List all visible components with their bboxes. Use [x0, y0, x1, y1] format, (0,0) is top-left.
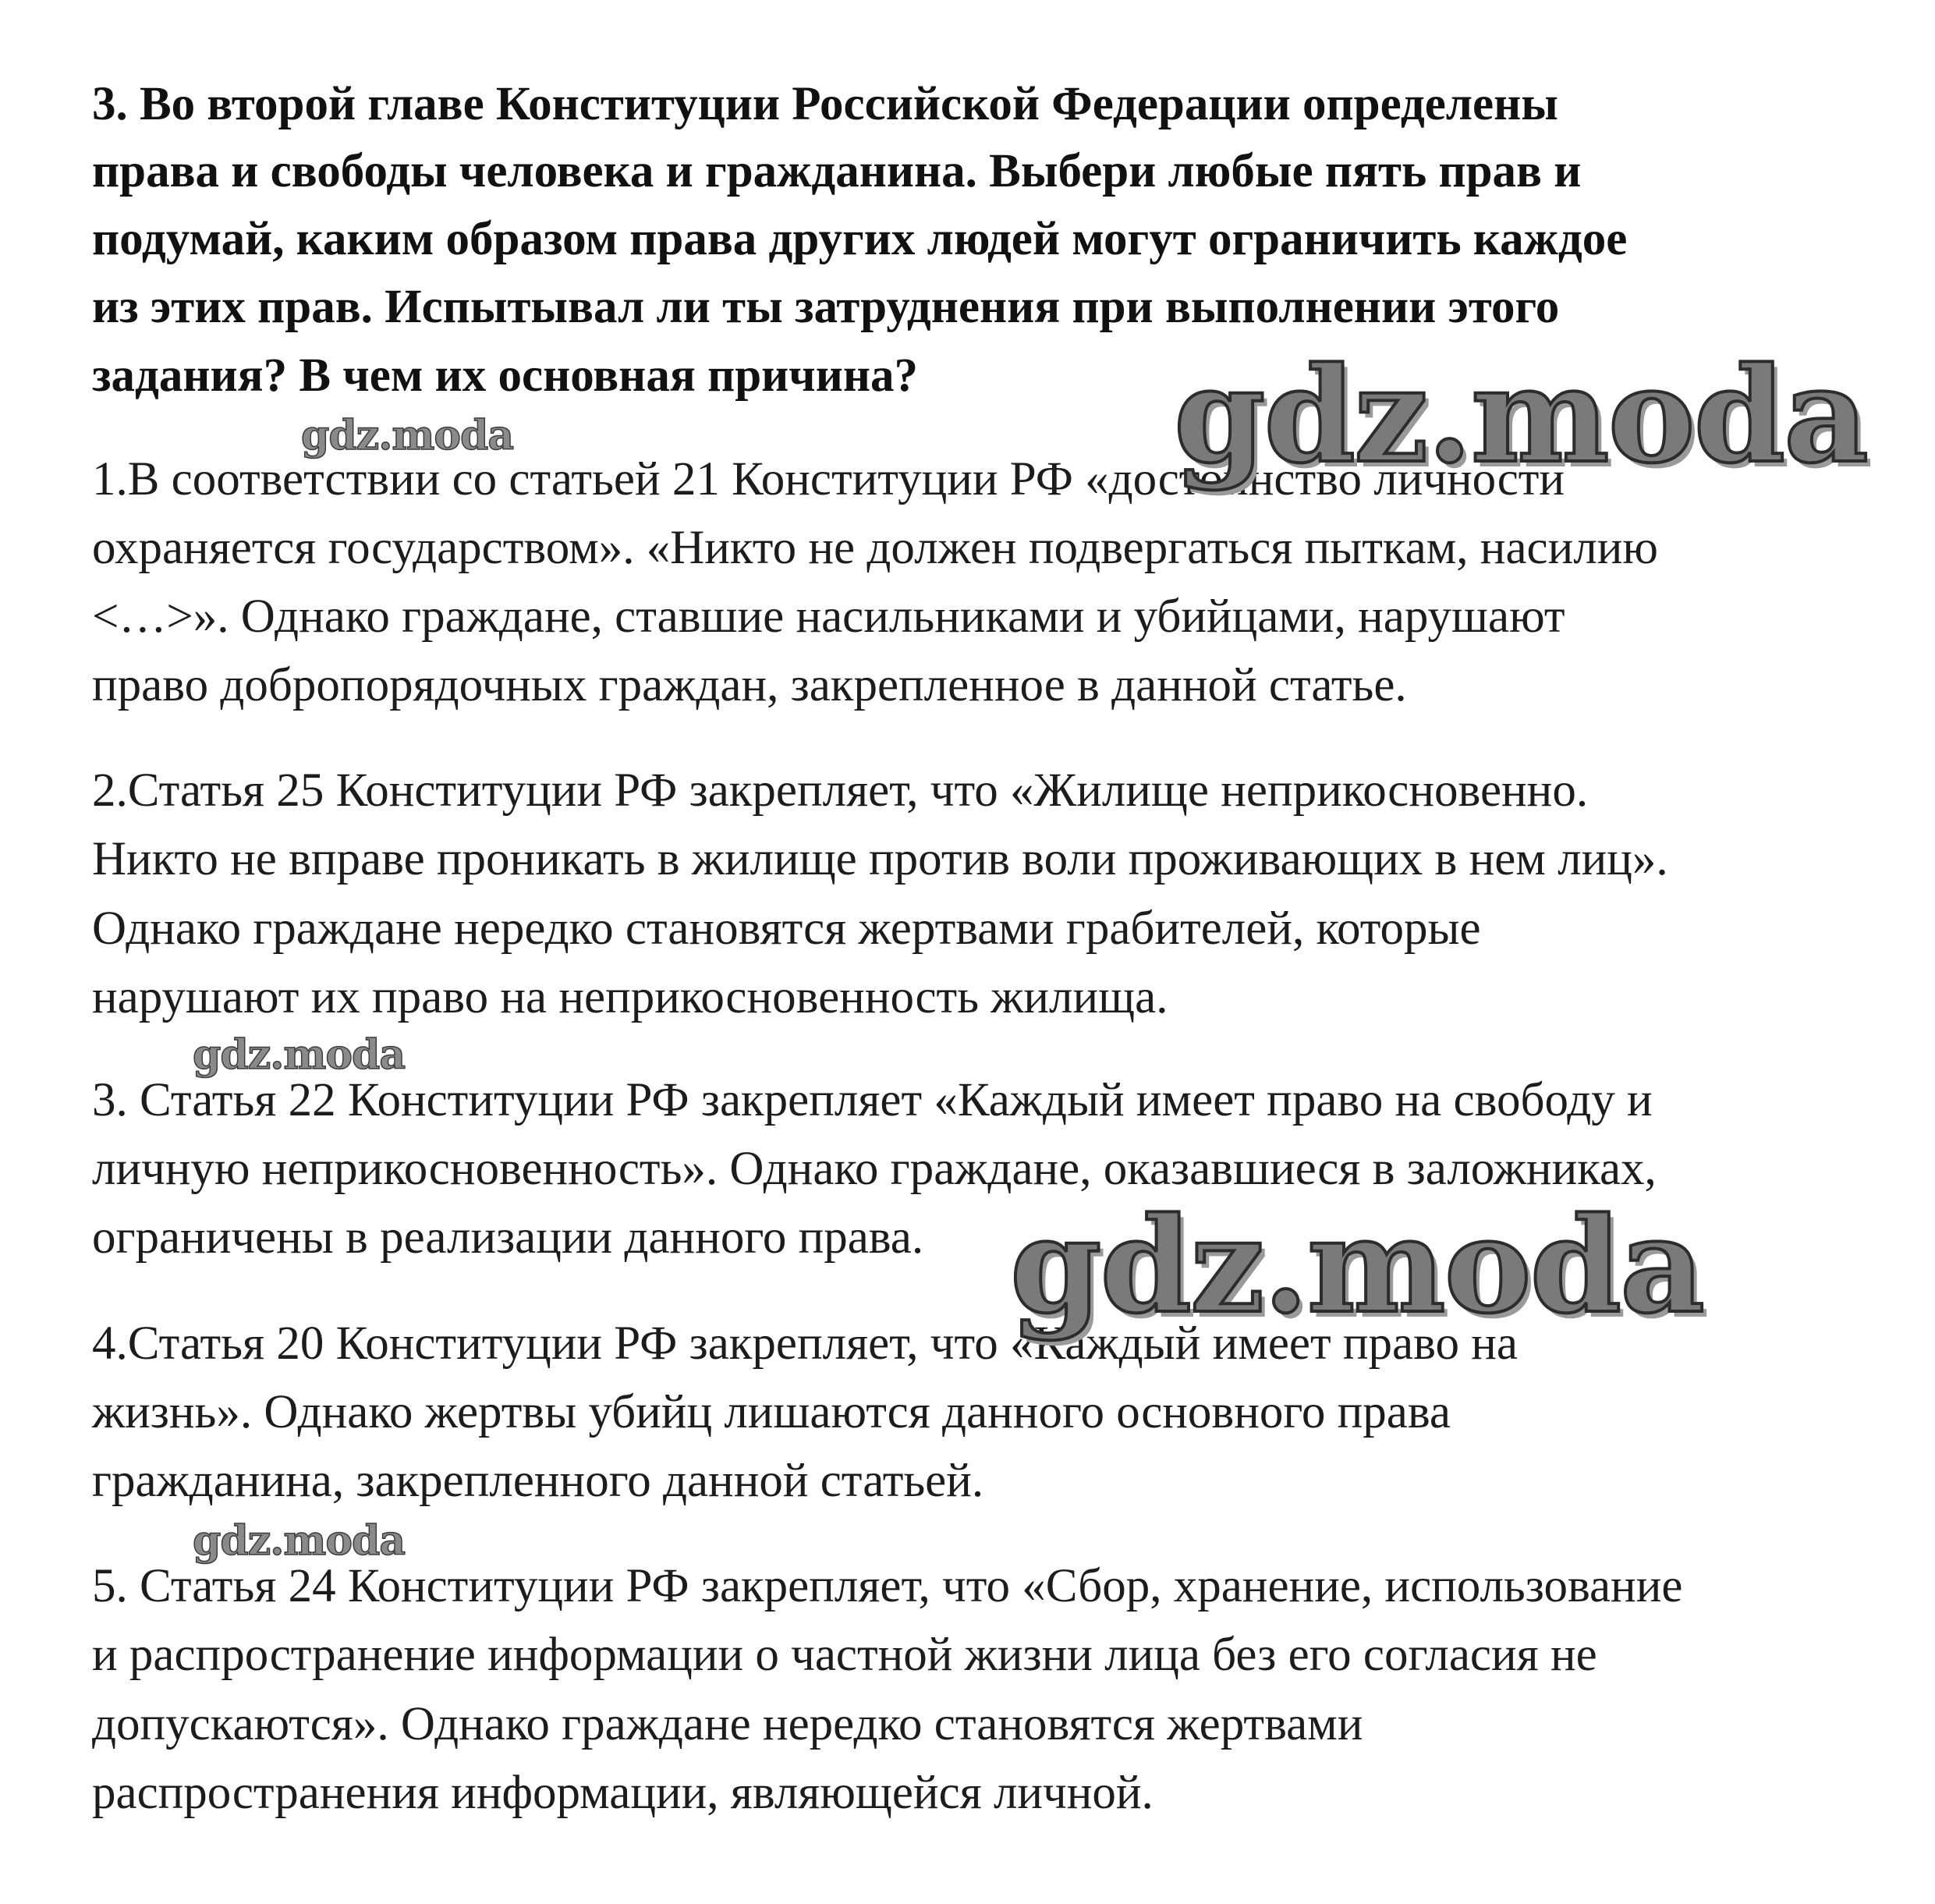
watermark-large-2: gdz.moda [1010, 1188, 1703, 1342]
answer-3-line-3: ограничены в реализации данного права. [92, 1211, 924, 1264]
question-line-5: задания? В чем их основная причина? [92, 349, 918, 402]
answer-1-line-1: 1.В соответствии со статьей 21 Конституции РФ «достоинство личности [92, 453, 1565, 505]
answer-2-line-3: Однако граждане нередко становятся жертвами грабителей, которые [92, 902, 1481, 955]
answer-3-line-1: 3. Статья 22 Конституции РФ закрепляет «Каждый имеет право на свободу и [92, 1074, 1653, 1126]
watermark-large-1: gdz.moda [1174, 338, 1867, 492]
answer-2-line-1: 2.Статья 25 Конституции РФ закрепляет, что «Жилище неприкосновенно. [92, 764, 1589, 817]
question-line-1: 3. Во второй главе Конституции Российской Федерации определены [92, 78, 1558, 130]
answer-1-line-3: <…>». Однако граждане, ставшие насильниками и убийцами, нарушают [92, 590, 1565, 643]
answer-5-line-1: 5. Статья 24 Конституции РФ закрепляет, что «Сбор, хранение, использование [92, 1560, 1683, 1612]
watermark-small-3: gdz.moda [193, 1517, 406, 1565]
answer-4-line-3: гражданина, закрепленного данной статьей. [92, 1455, 984, 1507]
question-line-3: подумай, каким образом права других людей могут ограничить каждое [92, 213, 1628, 265]
answer-3-line-2: личную неприкосновенность». Однако граждане, оказавшиеся в заложниках, [92, 1143, 1657, 1195]
answer-1-line-2: охраняется государством». «Никто не должен подвергаться пыткам, насилию [92, 522, 1658, 574]
answer-5-line-2: и распространение информации о частной жизни лица без его согласия не [92, 1629, 1597, 1681]
question-line-2: права и свободы человека и гражданина. Выбери любые пять прав и [92, 145, 1582, 197]
question-line-4: из этих прав. Испытывал ли ты затруднения при выполнении этого [92, 281, 1560, 333]
answer-4-line-2: жизнь». Однако жертвы убийц лишаются данного основного права [92, 1386, 1451, 1438]
answer-5-line-4: распространения информации, являющейся личной. [92, 1767, 1154, 1819]
watermark-small-2: gdz.moda [193, 1031, 406, 1079]
answer-1-line-4: право добропорядочных граждан, закрепленное в данной статье. [92, 659, 1407, 711]
answer-4-line-1: 4.Статья 20 Конституции РФ закрепляет, что «Каждый имеет право на [92, 1317, 1518, 1370]
answer-2-line-2: Никто не вправе проникать в жилище против воли проживающих в нем лиц». [92, 833, 1668, 885]
answer-5-line-3: допускаются». Однако граждане нередко становятся жертвами [92, 1698, 1363, 1750]
answer-2-line-4: нарушают их право на неприкосновенность жилища. [92, 971, 1168, 1023]
watermark-small-1: gdz.moda [301, 412, 514, 459]
